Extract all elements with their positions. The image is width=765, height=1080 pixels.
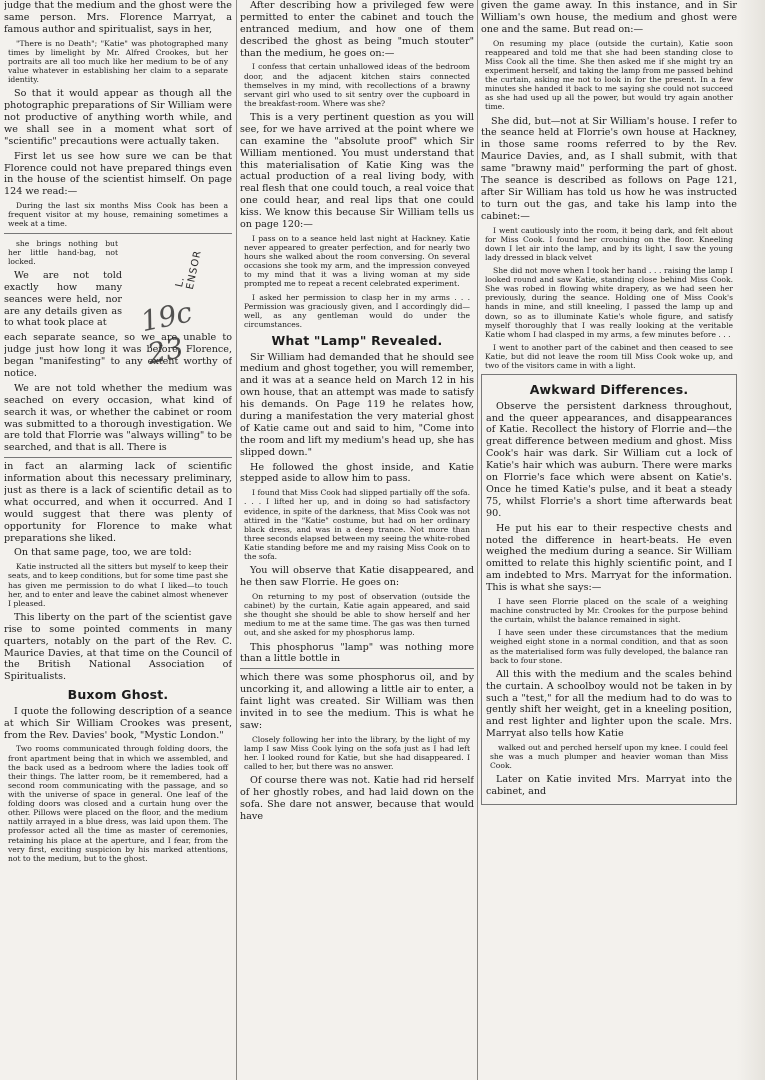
column-3 [481,0,737,1080]
paragraph: given the game away. In this instance, and in Sir William's own house, the medium and ghost were one and the same. But read on:— [481,0,737,35]
quotation: Katie instructed all the sitters but myself to keep their seats, and to keep conditions, but for some time past she has given me permission to do what I liked—to touch her, and to enter and leave the cabinet almost whenever I pleased. [8,562,228,608]
quotation: "There is no Death"; "Katie" was photographed many times by limelight by Mr. Alfred Crookes, but her portraits are all too much like her medium to be of any value whatever in establishing her claim to a separate identity. [8,38,228,85]
paragraph: We are not told exactly how many seances were held, nor are any details given as to what took place at [4,269,122,329]
quotation: I went to another part of the cabinet and then ceased to see Katie, but did not leave the room till Miss Cook woke up, and two of the visitors came in with a light. [485,342,733,371]
quotation: During the last six months Miss Cook has been a frequent visitor at my house, remaining sometimes a week at a time. [8,201,228,229]
quotation: Two rooms communicated through folding doors, the front apartment being that in which we assembled, and the back used as a bedroom where the ladies took off their things. The latter room, be it remembered, had a second room communicating with the passage, and so with the universe of space in general. One leaf of the folding doors was closed and a curtain hung over the other. Pillows were placed on the floor, and the medium nattily arrayed in a blue dress, was laid upon them. The professor acted all the time as master of ceremonies, retaining his place at the aperture, and I fear, from the very first, exciting suspicion by his marked attentions, not to the medium, but to the ghost. [8,744,228,863]
quotation: I found that Miss Cook had slipped partially off the sofa. . . . I lifted her up, and in doing so had satisfactory evidence, in spite of the darkness, that Miss Cook was not attired in the "Katie" costume, but had on her ordinary black dress, and was in a deep trance. Not more than three seconds elapsed between my seeing the white-robed Katie standing before me and my raising Miss Cook on to the sofa. [244,488,471,562]
quotation: On returning to my post of observation (outside the cabinet) by the curtain, Katie again appeared, and said she thought she should be able to show herself and her medium to me at the same time. The gas was then turned out, and she asked for my phosphorus lamp. [244,591,470,638]
paragraph: She did, but—not at Sir William's house. I refer to the seance held at Florrie's own house at Hackney, in those same rooms referred to by the Rev. Maurice Davies, and, as I shall submit, with that same "brawny maid" performing the part of ghost. The seance is described as follows on Page 121, after Sir William has told us how he was instructed to turn out the gas, and take his lamp into the cabinet:— [481,115,737,222]
quotation: I asked her permission to clasp her in my arms . . . Permission was graciously given, and I accordingly did—well, as any gentleman would do under the circumstances. [244,292,470,329]
paragraph: I quote the following description of a seance at which Sir William Crookes was present, from the Rev. Davies' book, "Mystic London." [4,705,232,741]
page-edge-shadow [737,0,765,1080]
clipping-divider [4,233,232,234]
handwritten-stamp [137,249,214,371]
clipping-divider [240,668,474,669]
section-heading-awkward-differences: Awkward Differences. [529,382,689,398]
paragraph: which there was some phosphorus oil, and by uncorking it, and allowing a little air to enter, a faint light was created. Sir William was then invited in to see the medium. This is what he saw: [240,672,474,731]
clipping-divider [4,457,232,458]
quotation: On resuming my place (outside the curtain), Katie soon reappeared and told me that she had been standing close to Miss Cook all the time. She then asked me if she might try an experiment herself, and taking the lamp from me passed behind the curtain, asking me not to look in for the present. In a few minutes she handed it back to me saying she could not succeed as she had used up all the power, but would try again another time. [485,38,733,112]
quotation: I have seen under these circumstances that the medium weighed eight stone in a normal condition, and that as soon as the materialised form was fully developed, the balance ran back to four stone. [490,628,728,665]
paragraph: each separate seance, so we are unable to judge just how long it was before, Florence, began "manifesting" to any extent worthy of notice. [4,332,232,380]
handwritten-note: 19c 23 [137,295,195,371]
boxed-section [481,374,737,805]
narrow-column [4,237,122,333]
column-rule [477,0,478,1080]
paragraph: Later on Katie invited Mrs. Marryat into the cabinet, and [486,774,732,798]
quotation: Closely following her into the library, by the light of my lamp I saw Miss Cook lying on the sofa just as I had left her. I looked round for Katie, but she had disappeared. I called to her, but there was no answer. [244,734,470,772]
paragraph: This phosphorus "lamp" was nothing more than a little bottle in [240,641,474,665]
paragraph: All this with the medium and the scales behind the curtain. A schoolboy would not be taken in by such a "test," for all the medium had to do was to gently shift her weight, get in a kneeling position, and rest lighter and lighter upon the scale. Mrs. Marryat also tells how Katie [486,668,732,740]
paragraph: in fact an alarming lack of scientific information about this necessary preliminary, just as there is a lack of scientific detail as to what occurred, and when it occurred. And I would suggest that there was plenty of opportunity for Florence to make what preparations she liked. [4,461,232,544]
quotation: walked out and perched herself upon my knee. I could feel she was a much plumper and heavier woman than Miss Cook. [490,743,728,771]
paragraph: On that same page, too, we are told: [14,547,192,559]
quotation: I went cautiously into the room, it being dark, and felt about for Miss Cook. I found her crouching on the floor. Kneeling down I let air into the lamp, and by its light, I saw the young lady dressed in black velvet [485,225,733,262]
paragraph: So that it would appear as though all the photographic preparations of Sir William were not productive of anything worth while, and we shall see in a moment what sort of "scientific" precautions were actually taken. [4,88,232,147]
column-rule [236,0,237,1080]
quotation: I confess that certain unhallowed ideas of the bedroom door, and the adjacent kitchen stairs connected themselves in my mind, with recollections of a brawny servant girl who used to sit sentry over the cupboard in the breakfast-room. Where was she? [244,62,470,108]
paragraph: This liberty on the part of the scientist gave rise to some pointed comments in many quarters, notably on the part of the Rev. C. Maurice Davies, at that time on the Council of the British National Association of Spiritualists. [4,611,232,683]
paragraph: judge that the medium and the ghost were the same person. Mrs. Florence Marryat, a famous author and spiritualist, says in her, [4,0,232,35]
paragraph: You will observe that Katie disappeared, and he then saw Florrie. He goes on: [240,565,474,589]
paragraph: After describing how a privileged few were permitted to enter the cabinet and touch the entranced medium, and how one of them described the ghost as being "much stouter" than the medium, he goes on:— [240,0,474,59]
paragraph: Of course there was not. Katie had rid herself of her ghostly robes, and had laid down on the sofa. She dare not answer, because that would have [240,775,474,822]
section-heading-lamp-revealed: What "Lamp" Revealed. [271,333,443,348]
column-2 [240,0,474,1080]
column-1 [4,0,232,1080]
quotation: She did not move when I took her hand . . . raising the lamp I looked round and saw Katie, standing close behind Miss Cook. She was robed in flowing white drapery, as we had seen her previously, during the seance. Holding one of Miss Cook's hands in mine, and still kneeling, I passed the lamp up and down, so as to illuminate Katie's whole figure, and satisfy myself thoroughly that I was really looking at the veritable Katie whom I had clasped in my arms, a few minutes before . . . [485,266,733,339]
paragraph: We are not told whether the medium was seached on every occasion, what kind of search it was, or whether the cabinet or room was submitted to a thorough investigation. We are told that Florrie was "always willing" to be searched, and that is all. There is [4,382,232,454]
paragraph: Sir William had demanded that he should see medium and ghost together, you will remember, and it was at a seance held on March 12 in his own house, that an attempt was made to satisfy his demands. On Page 119 he relates how, during a manifestation the very material ghost of Katie came out and said to him, "Come into the room and lift my medium's head up, she has slipped down." [240,351,474,458]
paragraph: Observe the persistent darkness throughout, and the queer appearances, and disappearances of Katie. Recollect the history of Florrie and—the great difference between medium and ghost. Miss Cook's hair was dark. Sir William cut a lock of Katie's hair which was auburn. There were marks on Florrie's face which were absent on Katie's. Once he timed Katie's pulse, and it beat a steady 75, whilst Florrie's a short time afterwards beat 90. [486,400,732,519]
stamp-name: L. ENSOR [174,249,204,291]
section-heading-buxom-ghost: Buxom Ghost. [67,687,169,703]
paragraph: He followed the ghost inside, and Katie stepped aside to allow him to pass. [240,461,474,485]
quotation: she brings nothing but her little hand-bag, not locked. [8,238,118,266]
paragraph: This is a very pertinent question as you will see, for we have arrived at the point where we can examine the "absolute proof" which Sir William mentioned. You must understand that this materialisation of Katie King was the actual production of a real living body, with real flesh that one could touch, a real voice that one could hear, and real lips that one could kiss. We know this because Sir William tells us on page 120:— [240,112,474,231]
quotation: I pass on to a seance held last night at Hackney. Katie never appeared to greater perfection, and for nearly two hours she walked about the room conversing. On several occasions she took my arm, and the impression conveyed to my mind that it was a living woman at my side prompted me to repeat a recent celebrated experiment. [244,233,470,289]
quotation: I have seen Florrie placed on the scale of a weighing machine constructed by Mr. Crookes for the purpose behind the curtain, whilst the balance remained in sight. [490,596,728,625]
paragraph: He put his ear to their respective chests and noted the difference in heart-beats. He even weighed the medium during a seance. Sir William omitted to relate this highly scientific point, and I am indebted to Mrs. Marryat for the information. This is what she says:— [486,522,732,594]
paragraph: First let us see how sure we can be that Florence could not have prepared things even in the house of the scientist himself. On page 124 we read:— [4,150,232,198]
